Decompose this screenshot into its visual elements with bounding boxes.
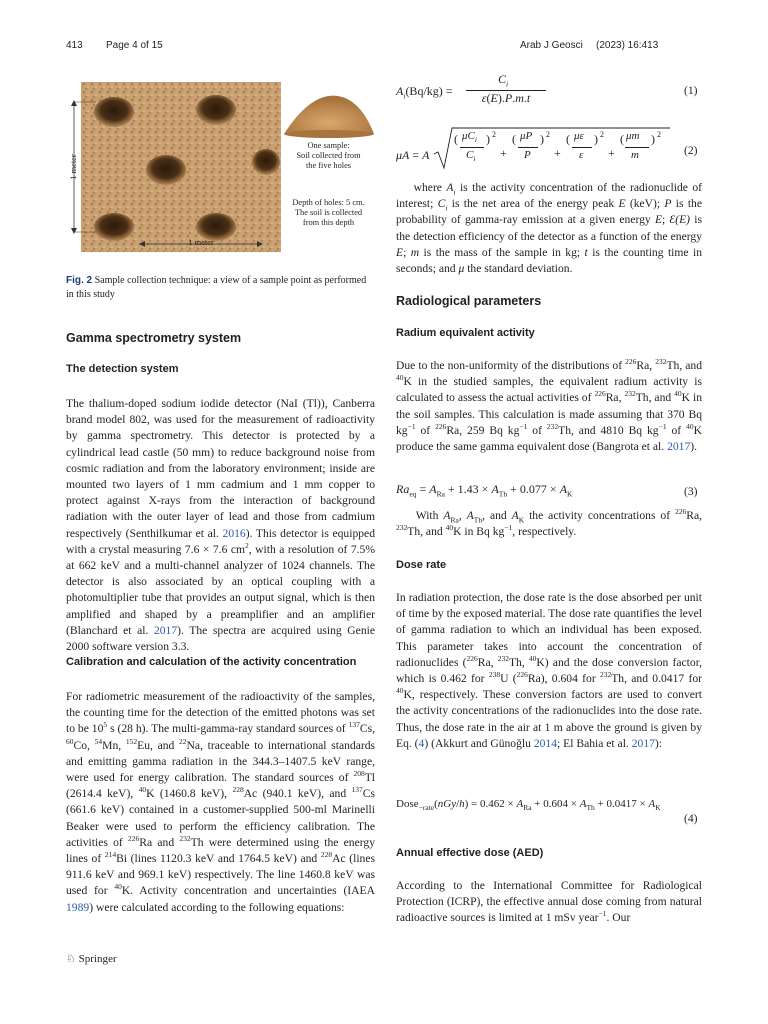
caption-label: Fig. 2 bbox=[66, 275, 93, 286]
aed-paragraph: According to the International Committee for Radiological Protection (ICRP), the effective annual dose coming from natural radioactive sources is limited at 1 mSv year$^{-1}$. Our bbox=[396, 879, 702, 925]
springer-horse-icon: ♘ bbox=[66, 953, 76, 965]
depth-note bbox=[281, 198, 376, 228]
subsection-heading: Dose rate bbox=[396, 559, 447, 571]
figure-2 bbox=[66, 82, 376, 267]
detection-paragraph: The thalium-doped sodium iodide detector (NaI (Tl)), Canberra brand model 802, was used for the measurement of radioactivity by gamma spectrometry. This detector is protected by a cylindrical lead castle (50 mm) to reduce background noise from cosmic radiation and from the laboratory environment; inside are mounted two layers of 1 mm cadmium and 1 mm copper to protect against X-rays from the interaction of background radiation with the outer layer of lead and those from cadmium respectively (Senthilkumar et al. 2016). This detector is equipped with a crystal measuring 7.6 × 7.6 $cm^2$, with a resolution of 7.5% at 662 keV and a multi-channel analyzer of 1024 channels. The detector is also associated by an optical coupling with a photomultiplier tube that provides an output signal, which is then amplified and shaped by a preamplifier and an amplifier (Blanchard et al. 2017). The spectra are acquired using Genie 2000 software version 3.3. bbox=[66, 397, 376, 654]
subsection-heading: Annual effective dose (AED) bbox=[396, 847, 544, 859]
section-heading: Radiological parameters bbox=[396, 294, 542, 308]
radium-equivalent-paragraph: Due to the non-uniformity of the distributions of $^{226}$Ra, $^{232}$Th, and $^{40}$K in the studied samples, the equivalent radium activity is calculated to assess the actual activities of $^{226}$Ra, $^{232}$Th, and $^{40}$K in the soil samples. This calculation is made assuming that 370 Bq $kg^{-1}$ of $^{226}$Ra, 259 Bq $kg^{-1}$ of $^{232}$Th, and 4810 Bq $kg^{-1}$ of $^{40}$K produce the same gamma equivalent dose (Bangrota et al. 2017). bbox=[396, 357, 702, 454]
width-label: 1 meter bbox=[188, 238, 214, 247]
dose-rate-paragraph: In radiation protection, the dose rate is the dose absorbed per unit of time by the exposed material. The dose rate quantifies the level of gamma radiation to which an individual has been exposed. This parameter takes into account the concentration of radionuclides ($^{226}$Ra, $^{232}$Th, $^{40}$K) and the dose conversion factor, which is 0.462 for $^{238}$U ($^{226}$Ra), 0.604 for $^{232}$Th, and 0.0417 for $^{40}$K, respectively. These conversion factors are used to convert the activity concentrations of the radionuclides into the dose rate. Thus, the dose rate in the air at 1 m above the ground is given by Eq. (4) (Akkurt and Günoğlu 2014; El Bahia et al. 2017): bbox=[396, 591, 702, 750]
note-line: Depth of holes: 5 cm. bbox=[292, 198, 365, 207]
note-line: One sample: bbox=[307, 141, 350, 150]
note-line: the five holes bbox=[305, 161, 352, 170]
equation-3: $Ra_{eq} = A_{Ra} + 1.43 \times A_{Th} + 0.077 \times A_K$ bbox=[396, 482, 573, 499]
subsection-heading: The detection system bbox=[66, 363, 179, 375]
equation-2: μA = A ( $\mu C_i$ $C_i$ ) 2 + ( μP P ) 2 + ( με ε ) 2 + ( μm m ) 2 bbox=[396, 126, 676, 170]
note-line: from this depth bbox=[302, 218, 355, 227]
figure-caption bbox=[66, 274, 376, 302]
page-label: Page 4 of 15 bbox=[106, 40, 163, 51]
equation-number: (2) bbox=[684, 144, 698, 157]
equation-number: (1) bbox=[684, 84, 698, 97]
equation-4: Dose$_{-rate}$(nGy/h) = $0.462 \times A_{Ra} + 0.604 \times A_{Th} + 0.0417 \times A_K$ bbox=[396, 798, 661, 813]
calibration-paragraph: For radiometric measurement of the radioactivity of the samples, the counting time for the detection of the emitted photons was set to be $10^5$ s (28 h). The multi-gamma-ray standard sources of $^{137}$Cs, $^{60}$Co, $^{54}$Mn, $^{152}$Eu, and $^{22}$Na, traceable to international standards and emitting gamma radiation in the 344.3–1407.5 keV range, were used for energy calibration. The standard sources of $^{208}$Tl (2614.4 keV), $^{40}$K (1460.8 keV), $^{228}$Ac (940.1 keV), and $^{137}$Cs (661.6 keV) contained in a customer-supplied 500-ml Marinelli Beaker were used to perform the efficiency calibration. The activities of $^{226}$Ra and $^{232}$Th were determined using the energy lines of $^{214}$Bi (lines 1120.3 keV and 1764.5 keV) and $^{228}$Ac (lines 911.6 keV and 969.1 keV) respectively. The line 1460.8 keV was used for $^{40}$K. Activity concentration and uncertainties (IAEA 1989) were calculated according to the following equations: bbox=[66, 690, 376, 914]
subsection-heading: Calibration and calculation of the activity concentration bbox=[66, 656, 357, 668]
article-number: 413 bbox=[66, 40, 83, 51]
equation-number: (3) bbox=[684, 485, 698, 498]
note-line: Soil collected from bbox=[296, 151, 361, 160]
equation-number: (4) bbox=[684, 812, 698, 825]
equation-definitions-paragraph: where $A_i$ is the activity concentration of the radionuclide of interest; $C_i$ is the net area of the energy peak E (keV); P is the probability of gamma-ray emission at a given energy E; Ɛ(E) is the detection efficiency of the detector as a function of the energy E; m is the mass of the sample in kg; t is the counting time in seconds; and μ the standard deviation. bbox=[396, 181, 703, 276]
journal-name: Arab J Geosci bbox=[520, 40, 583, 51]
equation-1: $A_i(Bq/kg)$ = $C_i$ ε(E).P.m.t bbox=[396, 72, 596, 108]
subsection-heading: Radium equivalent activity bbox=[396, 327, 535, 339]
one-sample-note bbox=[281, 141, 376, 171]
height-label: 1 meter bbox=[69, 154, 78, 180]
publisher-logo bbox=[66, 952, 117, 965]
publisher-name: Springer bbox=[78, 953, 117, 965]
citation: (2023) 16:413 bbox=[596, 40, 659, 51]
note-line: The soil is collected bbox=[294, 208, 363, 217]
caption-text: Sample collection technique: a view of a sample point as performed in this study bbox=[66, 275, 367, 300]
equation-3-explanation: With $A_{Ra}$, $A_{Th}$, and $A_K$ the activity concentrations of $^{226}$Ra, $^{232}$Th, and $^{40}$K in Bq $kg^{-1}$, respectively. bbox=[396, 507, 703, 539]
section-heading: Gamma spectrometry system bbox=[66, 331, 242, 345]
